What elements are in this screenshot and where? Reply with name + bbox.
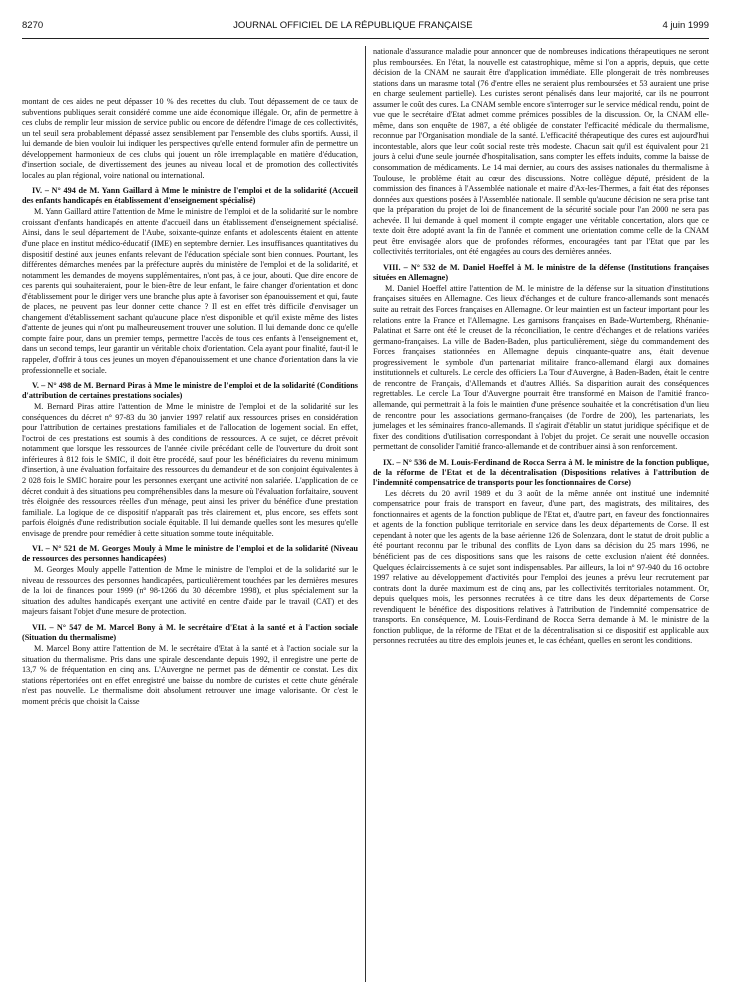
question-494-title: IV. – N° 494 de M. Yann Gaillard à Mme le ministre de l'emploi et de la solidarité (Accueil des enfants handicapés en établissement d'enseignement spécialisé) [22, 186, 358, 206]
header-rule [22, 38, 709, 39]
question-532-title: VIII. – N° 532 de M. Daniel Hoeffel à M. le ministre de la défense (Institutions françaises situées en Allemagne) [373, 262, 709, 282]
left-column [22, 97, 358, 707]
column-divider [365, 46, 366, 982]
right-column [373, 47, 709, 647]
intro-paragraph: montant de ces aides ne peut dépasser 10 % des recettes du club. Tout dépassement de ce taux de subventions publiques serait considéré comme une aide économique illégale. Or, afin de permettre à ces clubs de remplir leur mission de service public ou encore de défendre l'image de ces collectivités, un tel seuil sera probablement dépassé assez sensiblement par l'ensemble des clubs sportifs. Aussi, il lui demande de bien vouloir lui indiquer les perspectives qu'elle entend formuler afin de permettre un développement harmonieux de ces clubs qui jouent un rôle irremplaçable en matière d'éducation, d'insertion sociale, de divertissement des jeunes au niveau local et de promotion des collectivités locales au plan régional, voire national ou international. [22, 97, 358, 180]
question-498-body: M. Bernard Piras attire l'attention de Mme le ministre de l'emploi et de la solidarité sur les conséquences du décret n° 97-83 du 30 janvier 1997 relatif aux ressources prises en considération pour l'attribution de certaines prestations familiales et de l'allocation de logement social. En effet, l'octroi de ces prestations est soumis à des conditions de ressources. A ce sujet, ce décret prévoit notamment que lorsque les ressources de l'année civile précédant celle de l'ouverture du droit sont inférieures à 812 fois le SMIC, il doit être procédé, sauf pour les bénéficiaires du revenu minimum d'insertion, à une évaluation forfaitaire des ressources du demandeur et de son conjoint équivalentes à 2 028 fois le SMIC horaire pour les personnes exerçant une activité non salariée. L'application de ce décret conduit à des situations peu compréhensibles dans la mesure où l'évaluation forfaitaire, souvent très éloignée des ressources réelles d'un ménage, peut ainsi les priver du bénéfice d'une prestation familiale. La logique de ce dispositif n'apparaît pas très clairement et, plus encore, ses effets sont parfois éloignés d'une redistribution sociale équitable. Il lui demande quelles sont les mesures qu'elle envisage de prendre pour remédier à cette situation somme toute inéquitable. [22, 402, 358, 538]
question-547-continuation: nationale d'assurance maladie pour annoncer que de nombreuses indications thérapeutiques ne seront plus remboursées. En l'état, la nouvelle est catastrophique, même si l'on a appris, depuis, que cette décision de la CNAM ne saurait être d'application immédiate. Elle plongerait de très nombreuses stations dans un marasme total (76 d'entre elles ne seraient plus remboursées et 53 auraient une prise en charge seulement partielle). Les curistes seront pénalisés dans leur majorité, car ils ne pourront assumer le coût des cures. La CNAM semble encore s'interroger sur le service médical rendu, point de vue que le secrétaire d'Etat admet comme prémices possibles de la discussion. Or, la CNAM elle-même, dans son enquête de 1987, a été obligée de constater l'efficacité médicale du thermalisme, reconnue par l'Organisation mondiale de la santé. L'efficacité thérapeutique des cures est aujourd'hui incontestable, alors que leur coût social reste très modeste. Chacun sait qu'il est équivalent pour 21 jours à celui d'une seule journée d'hospitalisation, sans compter les effets induits, comme la baisse de consommation de médicaments. Le 14 mai dernier, au cours des assises nationales du thermalisme à Toulouse, le problème était au cœur des discussions. Notre collègue député, président de la commission des finances à l'Assemblée nationale et maire d'Ax-les-Thermes, a fait état des réponses données aux questions posées à l'Assemblée nationale. Il semble qu'aucune décision ne sera prise tant que la préparation du projet de loi de financement de la sécurité sociale pour l'an 2000 ne sera pas achevée. Il lui demande à quel moment il compte engager une véritable concertation, alors que ce texte doit être adopté avant la fin de l'année et comment une orientation comme celle de la CNAM peut être envisagée alors que de profondes réformes, encouragées tant par l'Etat que par les collectivités territoriales, ont été engagées au cours des dernières années. [373, 47, 709, 257]
page-header [22, 20, 709, 36]
page-number: 8270 [22, 20, 44, 31]
question-536-title: IX. – N° 536 de M. Louis-Ferdinand de Rocca Serra à M. le ministre de la fonction publique, de la réforme de l'Etat et de la décentralisation (Dispositions relatives à l'attribution de l'indemnité compensatrice de transports pour les fonctionnaires de Corse) [373, 457, 709, 487]
question-536-body: Les décrets du 20 avril 1989 et du 3 août de la même année ont institué une indemnité compensatrice pour frais de transport en faveur, d'une part, des magistrats, des militaires, des fonctionnaires et agents de la fonction publique de l'Etat et, d'autre part, en faveur des fonctionnaires et agents de la fonction publique territoriale en service dans les deux départements de Corse. Il est cependant à noter que les agents de la base aérienne 126 de Solenzara, dont le statut de droit public a été pourtant reconnu par le tribunal des conflits de Lyon dans sa décision du 25 mars 1996, ne bénéficient pas de ces dispositions sans que les raisons de cette exclusion n'aient été données. Quelques éclaircissements à ce sujet sont indispensables. Par ailleurs, la loi nº 97-940 du 16 octobre 1997 relative au développement d'activités pour l'emploi des jeunes a prévu leur recrutement par contrats dont la durée maximum est de cinq ans, par les collectivités territoriales notamment. Or, depuis quelques mois, les personnes recrutées à ce titre dans les deux départements de Corse revendiquent le bénéfice des dispositions relatives à l'attribution de l'indemnité compensatrice de transports. En conséquence, M. Louis-Ferdinand de Rocca Serra demande à M. le ministre de la fonction publique, de la réforme de l'Etat et de la décentralisation si ce dispositif est applicable aux personnes recrutées au titre des emplois jeunes et, le cas échéant, quelles en seront les conditions. [373, 488, 709, 646]
question-494-body: M. Yann Gaillard attire l'attention de Mme le ministre de l'emploi et de la solidarité sur le nombre croissant d'enfants handicapés en attente d'accueil dans un établissement d'enseignement spécialisé. Ainsi, dans le seul département de l'Aube, soixante-quinze enfants et adolescents étaient en attente d'une place en institut médico-éducatif (IME) en septembre dernier. Les insuffisances quantitatives du dispositif destiné aux jeunes enfants relevant de l'éducation spéciale sont bien connues. Pourtant, les différentes démarches menées par la préfecture auprès du ministère de l'emploi et de la solidarité, et notamment les demandes de moyens supplémentaires, n'ont pas, à ce jour, abouti. Que dire encore de ces parents qui souhaiteraient, pour le bien-être de leur enfant, le faire changer d'orientation et donc d'établissement pour le diriger vers une branche plus apte à favoriser son épanouissement et qui, faute de places, ne peuvent pas leur donner cette chance ? Il est en effet très difficile d'envisager un changement d'établissement sachant qu'aucune place n'est disponible et qu'il existe même des listes d'attente de jeunes qui n'ont pu malheureusement trouver une solution. Il lui demande donc ce qu'elle compte faire pour, dans un premier temps, permettre l'accès de tous ces enfants à l'enseignement et, dans un second temps, leur garantir un véritable choix d'orientation. Cela ayant pour finalité, faut-il le rappeler, d'offrir à tous ces jeunes un moyen d'épanouissement et une chance d'orientation dans la vie professionnelle et sociale. [22, 207, 358, 375]
question-547-title: VII. – N° 547 de M. Marcel Bony à M. le secrétaire d'Etat à la santé et à l'action sociale (Situation du thermalisme) [22, 622, 358, 642]
question-547-body: M. Marcel Bony attire l'attention de M. le secrétaire d'Etat à la santé et à l'action sociale sur la situation du thermalisme. Pris dans une spirale descendante depuis 1992, il enregistre une perte de 13,7 % de fréquentation en cinq ans. L'Auvergne ne permet pas de démentir ce constat. Les dix stations répertoriées ont en effet enregistré une baisse du nombre de curistes et cette chute générale n'est pas nouvelle. Le thermalisme doit absolument retrouver une image valorisante. Or c'est le moment précis que choisit la Caisse [22, 643, 358, 706]
journal-title: JOURNAL OFFICIEL DE LA RÉPUBLIQUE FRANÇAISE [233, 20, 473, 31]
question-521-body: M. Georges Mouly appelle l'attention de Mme le ministre de l'emploi et de la solidarité sur le niveau de ressources des personnes handicapées, particulièrement touchées par les dernières mesures de la loi de finances pour 1999 (nº 98-1266 du 30 décembre 1998), et plus spécialement sur la situation des adultes handicapés exerçant une activité en centre d'aide par le travail (CAT) et des majeurs faisant l'objet d'une mesure de protection. [22, 565, 358, 617]
question-521-title: VI. – N° 521 de M. Georges Mouly à Mme le ministre de l'emploi et de la solidarité (Niveau de ressources des personnes handicapées) [22, 544, 358, 564]
issue-date: 4 juin 1999 [662, 20, 709, 31]
question-498-title: V. – N° 498 de M. Bernard Piras à Mme le ministre de l'emploi et de la solidarité (Conditions d'attribution de certaines prestations sociales) [22, 381, 358, 401]
question-532-body: M. Daniel Hoeffel attire l'attention de M. le ministre de la défense sur la situation d'institutions françaises situées en Allemagne. Ces lieux d'échanges et de culture franco-allemands sont menacés suite au retrait des Forces françaises en Allemagne. Or leur maintien est un facteur important pour les relations entre la France et l'Allemagne. Les garnisons françaises en Bade-Wurtemberg, Rhénanie-Palatinat et Sarre ont été le creuset de la réconciliation, le centre d'échanges et de relations variées germano-françaises. La ville de Baden-Baden, plus particulièrement, siège du commandement des Forces françaises stationnées en Allemagne depuis cinquante-quatre ans, était devenue progressivement le symbole d'un partenariat militaire franco-allemand élargi aux domaines institutionnels et culturels. Le cercle des officiers La Tour d'Auvergne, à Baden-Baden, était le centre de rencontre de Français, d'Allemands et d'autres Alliés. Sa disparition aurait des conséquences regrettables. Le cercle La Tour d'Auvergne pourrait être transformé en Maison de l'amitié franco-allemande, qui permettrait à la fois le maintien d'une présence souhaitée et la concrétisation d'un lieu de rencontre pour les associations germano-françaises (de l'ordre de 200), les partenariats, les jumelages et les séminaires franco-allemands. Il s'agirait d'établir un statut juridique spécifique et de fixer des conditions d'utilisation correspondant à l'objet du projet. Ce serait une nouvelle occasion permettant de consolider l'amitié franco-allemande et de contribuer ainsi à son renforcement. [373, 283, 709, 452]
